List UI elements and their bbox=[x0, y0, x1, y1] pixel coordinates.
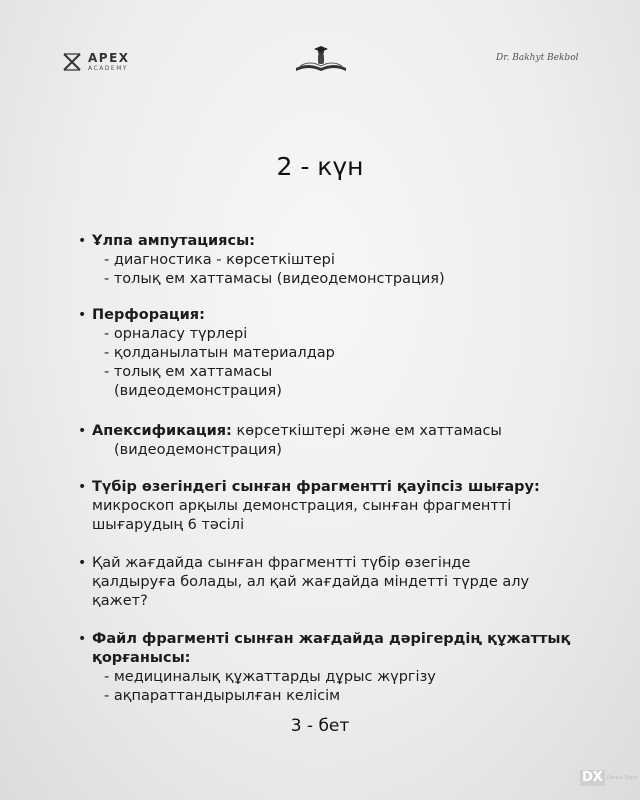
page-number: 3 - бет bbox=[290, 716, 350, 736]
item-heading: • Ұлпа ампутациясы: bbox=[92, 233, 255, 249]
item-heading: • Файл фрагменті сынған жағдайда дәрігердің құжаттық bbox=[92, 631, 571, 647]
item-text: шығарудың 6 тәсілі bbox=[92, 517, 245, 533]
sub-item: - толық ем хаттамасы bbox=[104, 364, 273, 380]
item-heading: • Перфорация: bbox=[92, 307, 205, 323]
page-title: 2 - күн bbox=[276, 152, 364, 181]
list-item bbox=[78, 306, 335, 401]
item-text: көрсеткіштері және ем хаттамасы bbox=[231, 423, 502, 439]
item-text: • Қай жағдайда сынған фрагментті түбір өзегінде bbox=[92, 555, 471, 571]
sub-item: - толық ем хаттамасы (видеодемонстрация) bbox=[104, 271, 445, 287]
brand-subtitle: ACADEMY bbox=[88, 65, 129, 72]
watermark-mark: DX bbox=[582, 770, 603, 785]
graduate-book-emblem-icon bbox=[294, 44, 348, 74]
sub-item: - орналасу түрлері bbox=[104, 326, 248, 342]
list-item bbox=[78, 630, 570, 706]
sub-item: - диагностика - көрсеткіштері bbox=[104, 252, 335, 268]
watermark bbox=[580, 770, 637, 786]
sub-item: - қолданылатын материалдар bbox=[104, 345, 335, 361]
list-item bbox=[78, 554, 529, 611]
brand-logo bbox=[62, 52, 130, 72]
list-item bbox=[78, 422, 502, 460]
item-heading: • Түбір өзегіндегі сынған фрагментті қауіпсіз шығару: bbox=[92, 479, 540, 495]
item-continuation: (видеодемонстрация) bbox=[114, 442, 282, 458]
sub-item: - медициналық құжаттарды дұрыс жүргізу bbox=[104, 669, 436, 685]
apex-logo-icon bbox=[62, 52, 82, 72]
sub-item-continuation: (видеодемонстрация) bbox=[114, 383, 282, 399]
item-text: қажет? bbox=[92, 593, 148, 609]
doctor-signature: Dr. Bakhyt Bekbol bbox=[496, 53, 579, 63]
list-item bbox=[78, 478, 540, 535]
item-heading: қорғанысы: bbox=[92, 650, 191, 666]
watermark-text: Dental Expo bbox=[606, 775, 638, 781]
sub-item: - ақпараттандырылған келісім bbox=[104, 688, 341, 704]
brand-name: APEX bbox=[88, 51, 130, 65]
item-text: қалдыруға болады, ал қай жағдайда міндетті түрде алу bbox=[92, 574, 530, 590]
list-item bbox=[78, 232, 445, 289]
item-text: микроскоп арқылы демонстрация, сынған фрагментті bbox=[92, 498, 512, 514]
header bbox=[0, 0, 640, 100]
item-line bbox=[92, 422, 502, 441]
item-heading: Апексификация: bbox=[92, 423, 232, 439]
